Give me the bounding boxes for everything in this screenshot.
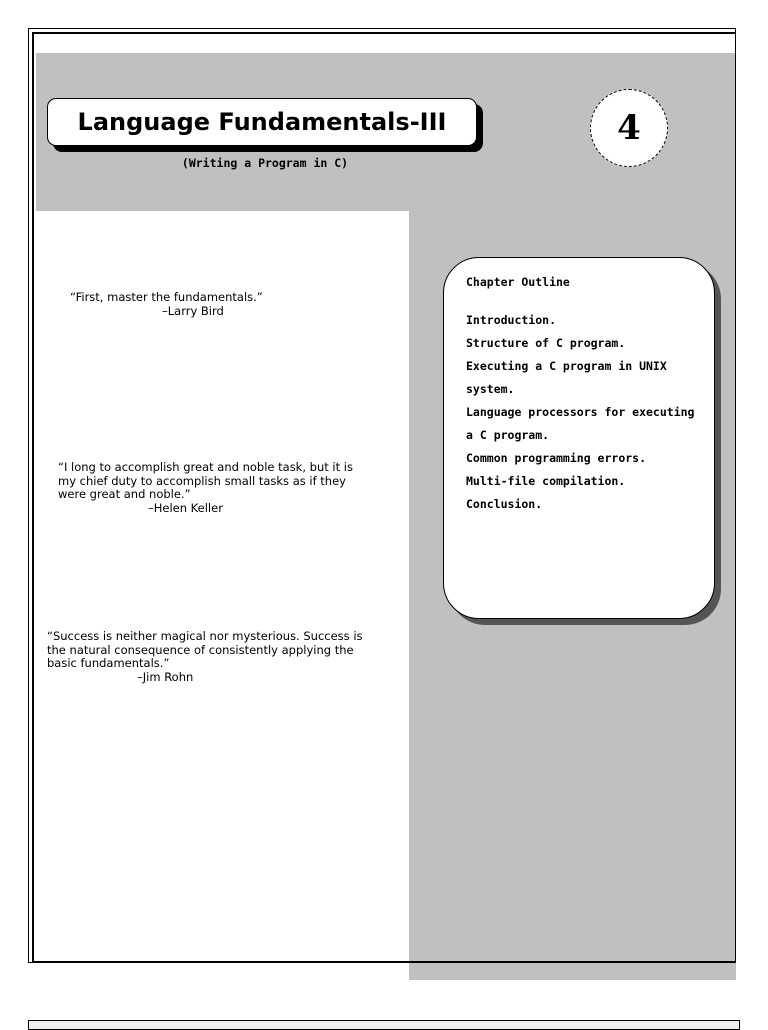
quote-text-line: “Success is neither magical nor mysterious. Success is [47,629,363,643]
quote-text-line: “I long to accomplish great and noble task, but it is [58,460,353,474]
chapter-subtitle: (Writing a Program in C) [181,156,349,170]
outline-item: Executing a C program in UNIX system. [466,359,667,396]
outline-item: Common programming errors. [466,451,647,465]
quote-2 [58,461,353,515]
quote-text-line: were great and noble.” [58,487,191,501]
chapter-number: 4 [617,108,641,148]
outline-list [466,309,706,516]
quote-author: –Helen Keller [148,500,223,515]
chapter-title: Language Fundamentals-III [77,108,447,136]
quote-3 [47,630,363,684]
quote-text-line: basic fundamentals.” [47,656,170,670]
outline-item: Structure of C program. [466,336,626,350]
quote-author: –Jim Rohn [137,669,194,684]
outline-item: Multi-file compilation. [466,474,626,488]
quote-text: “First, master the fundamentals.” [70,290,263,304]
outline-title: Chapter Outline [466,275,570,289]
outline-item: Introduction. [466,313,557,327]
quote-text-line: my chief duty to accomplish small tasks as if they [58,473,346,488]
outline-item: Language processors for executing a C program. [466,405,695,442]
quote-1 [70,291,263,318]
title-box [47,98,477,146]
outline-item: Conclusion. [466,497,543,511]
quote-text-line: the natural consequence of consistently applying the [47,642,354,657]
next-page-edge [28,1020,740,1030]
chapter-number-badge [590,89,668,167]
quote-author: –Larry Bird [162,303,224,318]
